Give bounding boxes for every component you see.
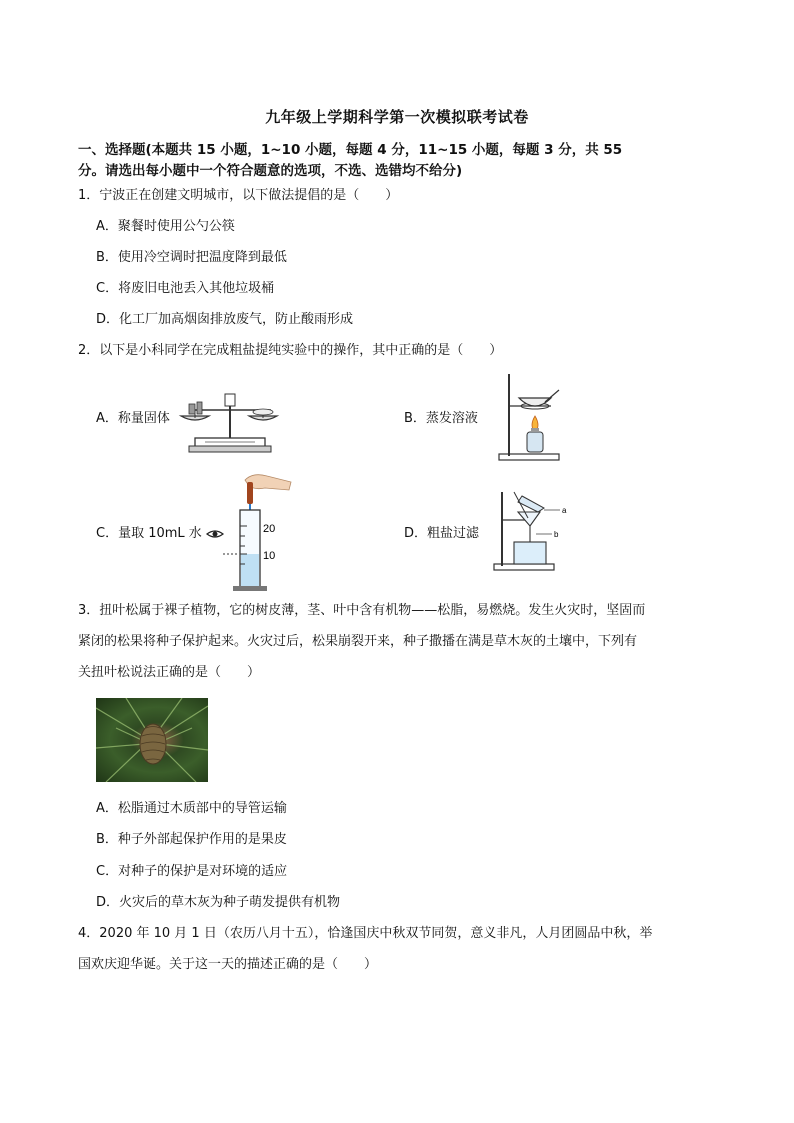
question-4-stem-line2: 国欢庆迎华诞。关于这一天的描述正确的是（ ） (78, 957, 378, 972)
question-2-option-c: C．量取 10mL 水 (96, 526, 202, 541)
filter-label-a: a (562, 506, 567, 515)
graduated-cylinder-figure (205, 470, 295, 595)
question-3-option-d: D．火灾后的草木灰为种子萌发提供有机物 (96, 895, 341, 910)
question-2-option-a: A．称量固体 (96, 411, 170, 426)
question-2-option-b: B．蒸发溶液 (404, 411, 478, 426)
question-4-stem-line1: 4．2020 年 10 月 1 日（农历八月十五），恰逢国庆中秋双节同贺，意义非凡，人月团圆品中秋，举 (78, 926, 653, 941)
question-1-option-b: B．使用冷空调时把温度降到最低 (96, 250, 287, 265)
question-2-option-d: D．粗盐过滤 (404, 526, 480, 541)
page-title: 九年级上学期科学第一次模拟联考试卷 (265, 108, 529, 126)
question-3-option-c: C．对种子的保护是对环境的适应 (96, 864, 288, 879)
question-3-option-a: A．松脂通过木质部中的导管运输 (96, 801, 287, 816)
question-1-option-a: A．聚餐时使用公勺公筷 (96, 219, 235, 234)
question-3-stem-line2: 紧闭的松果将种子保护起来。火灾过后，松果崩裂开来，种子撒播在满是草木灰的土壤中，下列有 (78, 634, 638, 649)
question-2-stem: 2．以下是小科同学在完成粗盐提纯实验中的操作，其中正确的是（ ） (78, 343, 503, 358)
cylinder-mark-20: 20 (263, 523, 276, 535)
filter-label-b: b (554, 530, 559, 539)
question-1-stem: 1．宁波正在创建文明城市，以下做法提倡的是（ ） (78, 188, 399, 203)
question-1-option-d: D．化工厂加高烟囱排放废气，防止酸雨形成 (96, 312, 354, 327)
section-heading-line1: 一、选择题(本题共 15 小题，1~10 小题，每题 4 分，11~15 小题，每题 3 分，共 55 (78, 142, 623, 158)
evaporation-figure (495, 372, 567, 462)
section-heading-line2: 分。请选出每小题中一个符合题意的选项，不选、选错均不给分) (78, 163, 463, 179)
cylinder-mark-10: 10 (263, 550, 276, 562)
question-1-option-c: C．将废旧电池丢入其他垃圾桶 (96, 281, 275, 296)
pine-cone-photo (96, 698, 208, 782)
question-3-stem-line3: 关扭叶松说法正确的是（ ） (78, 665, 261, 680)
question-3-stem-line1: 3．扭叶松属于裸子植物，它的树皮薄，茎、叶中含有机物——松脂，易燃烧。发生火灾时，坚固而 (78, 603, 646, 618)
question-3-option-b: B．种子外部起保护作用的是果皮 (96, 832, 287, 847)
balance-scale-figure (175, 380, 281, 456)
filtration-figure (492, 490, 572, 572)
